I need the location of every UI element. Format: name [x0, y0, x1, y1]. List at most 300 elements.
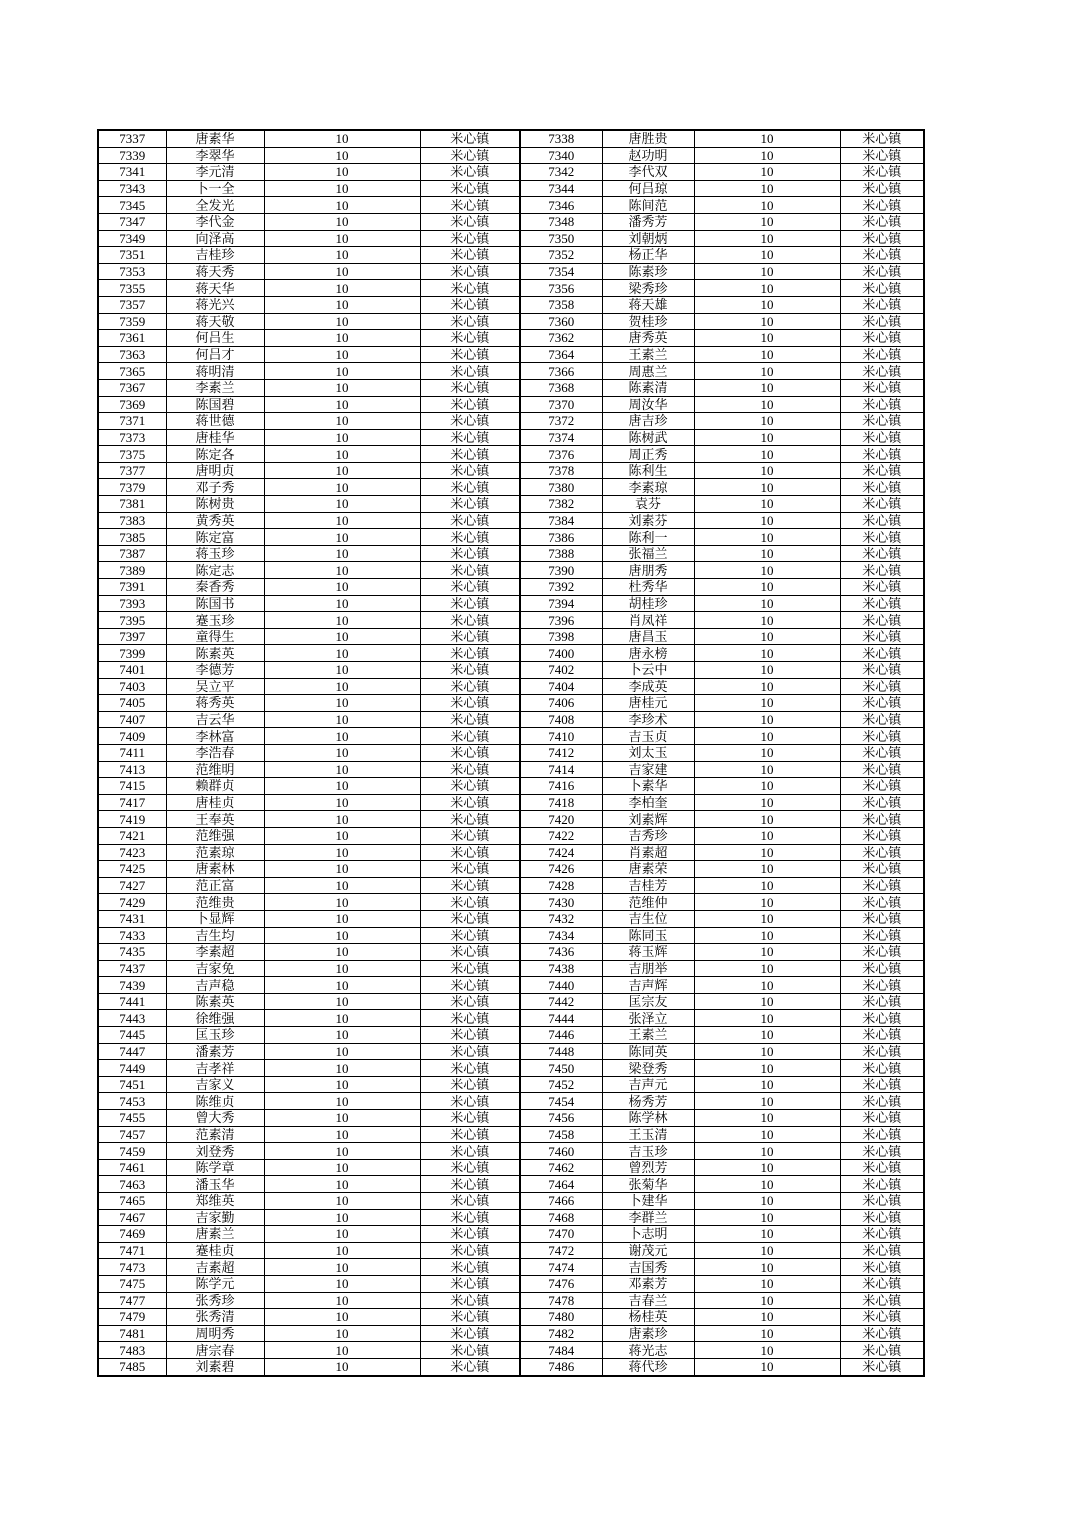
name-cell: 童得生 [166, 628, 264, 645]
name-cell: 吉家免 [166, 960, 264, 977]
row-number-cell: 7482 [520, 1325, 602, 1342]
amount-cell: 10 [694, 612, 840, 629]
town-cell: 米心镇 [840, 877, 924, 894]
name-cell: 唐明贞 [166, 462, 264, 479]
name-cell: 唐昌玉 [602, 628, 694, 645]
town-cell: 米心镇 [840, 894, 924, 911]
amount-cell: 10 [694, 147, 840, 164]
town-cell: 米心镇 [840, 1110, 924, 1127]
amount-cell: 10 [694, 1226, 840, 1243]
name-cell: 杨桂英 [602, 1309, 694, 1326]
amount-cell: 10 [264, 1342, 420, 1359]
town-cell: 米心镇 [840, 1010, 924, 1027]
table-row [98, 247, 924, 264]
amount-cell: 10 [694, 446, 840, 463]
table-row [98, 562, 924, 579]
town-cell: 米心镇 [420, 1226, 520, 1243]
town-cell: 米心镇 [420, 894, 520, 911]
town-cell: 米心镇 [420, 479, 520, 496]
table-row [98, 977, 924, 994]
row-number-cell: 7414 [520, 761, 602, 778]
town-cell: 米心镇 [420, 861, 520, 878]
amount-cell: 10 [694, 728, 840, 745]
row-number-cell: 7356 [520, 280, 602, 297]
name-cell: 杨正华 [602, 247, 694, 264]
row-number-cell: 7462 [520, 1159, 602, 1176]
town-cell: 米心镇 [420, 778, 520, 795]
row-number-cell: 7426 [520, 861, 602, 878]
name-cell: 陈国书 [166, 595, 264, 612]
name-cell: 蒋光兴 [166, 296, 264, 313]
town-cell: 米心镇 [840, 744, 924, 761]
table-row [98, 296, 924, 313]
town-cell: 米心镇 [420, 977, 520, 994]
amount-cell: 10 [264, 562, 420, 579]
amount-cell: 10 [264, 545, 420, 562]
town-cell: 米心镇 [420, 1093, 520, 1110]
table-row [98, 197, 924, 214]
amount-cell: 10 [694, 1358, 840, 1375]
row-number-cell: 7360 [520, 313, 602, 330]
amount-cell: 10 [694, 1242, 840, 1259]
row-number-cell: 7391 [98, 579, 166, 596]
table-row [98, 396, 924, 413]
town-cell: 米心镇 [420, 944, 520, 961]
amount-cell: 10 [264, 230, 420, 247]
table-row [98, 147, 924, 164]
table-row [98, 213, 924, 230]
row-number-cell: 7469 [98, 1226, 166, 1243]
town-cell: 米心镇 [840, 1143, 924, 1160]
amount-cell: 10 [694, 197, 840, 214]
amount-cell: 10 [264, 678, 420, 695]
row-number-cell: 7402 [520, 662, 602, 679]
town-cell: 米心镇 [840, 330, 924, 347]
town-cell: 米心镇 [420, 1309, 520, 1326]
town-cell: 米心镇 [420, 1143, 520, 1160]
name-cell: 刘朝炳 [602, 230, 694, 247]
name-cell: 刘素芬 [602, 512, 694, 529]
row-number-cell: 7456 [520, 1110, 602, 1127]
town-cell: 米心镇 [840, 1126, 924, 1143]
row-number-cell: 7419 [98, 811, 166, 828]
amount-cell: 10 [264, 1226, 420, 1243]
row-number-cell: 7352 [520, 247, 602, 264]
name-cell: 刘素辉 [602, 811, 694, 828]
amount-cell: 10 [264, 130, 420, 147]
town-cell: 米心镇 [420, 1110, 520, 1127]
name-cell: 王素兰 [602, 346, 694, 363]
name-cell: 何吕生 [166, 330, 264, 347]
row-number-cell: 7433 [98, 927, 166, 944]
town-cell: 米心镇 [420, 1076, 520, 1093]
town-cell: 米心镇 [840, 296, 924, 313]
amount-cell: 10 [694, 744, 840, 761]
town-cell: 米心镇 [840, 363, 924, 380]
amount-cell: 10 [264, 1093, 420, 1110]
amount-cell: 10 [264, 1159, 420, 1176]
row-number-cell: 7401 [98, 662, 166, 679]
table-row [98, 827, 924, 844]
row-number-cell: 7475 [98, 1275, 166, 1292]
name-cell: 蒋秀英 [166, 695, 264, 712]
name-cell: 刘太玉 [602, 744, 694, 761]
amount-cell: 10 [264, 645, 420, 662]
name-cell: 徐维强 [166, 1010, 264, 1027]
name-cell: 赵功明 [602, 147, 694, 164]
amount-cell: 10 [264, 1325, 420, 1342]
amount-cell: 10 [264, 662, 420, 679]
town-cell: 米心镇 [840, 910, 924, 927]
table-row [98, 678, 924, 695]
name-cell: 陈素清 [602, 379, 694, 396]
row-number-cell: 7389 [98, 562, 166, 579]
amount-cell: 10 [264, 1292, 420, 1309]
row-number-cell: 7466 [520, 1193, 602, 1210]
amount-cell: 10 [694, 1027, 840, 1044]
town-cell: 米心镇 [840, 197, 924, 214]
amount-cell: 10 [264, 1043, 420, 1060]
table-row [98, 462, 924, 479]
amount-cell: 10 [264, 1259, 420, 1276]
amount-cell: 10 [264, 396, 420, 413]
table-row [98, 1209, 924, 1226]
amount-cell: 10 [264, 462, 420, 479]
name-cell: 赖群贞 [166, 778, 264, 795]
row-number-cell: 7457 [98, 1126, 166, 1143]
table-row [98, 164, 924, 181]
amount-cell: 10 [694, 1143, 840, 1160]
table-row [98, 429, 924, 446]
town-cell: 米心镇 [840, 479, 924, 496]
amount-cell: 10 [264, 744, 420, 761]
name-cell: 范正富 [166, 877, 264, 894]
row-number-cell: 7415 [98, 778, 166, 795]
row-number-cell: 7418 [520, 794, 602, 811]
row-number-cell: 7435 [98, 944, 166, 961]
name-cell: 刘素碧 [166, 1358, 264, 1375]
table-row [98, 1226, 924, 1243]
amount-cell: 10 [264, 296, 420, 313]
name-cell: 蒋天华 [166, 280, 264, 297]
amount-cell: 10 [264, 927, 420, 944]
name-cell: 王玉清 [602, 1126, 694, 1143]
name-cell: 贺桂珍 [602, 313, 694, 330]
row-number-cell: 7376 [520, 446, 602, 463]
table-row [98, 1275, 924, 1292]
amount-cell: 10 [694, 993, 840, 1010]
name-cell: 何吕才 [166, 346, 264, 363]
name-cell: 匡宗友 [602, 993, 694, 1010]
town-cell: 米心镇 [420, 579, 520, 596]
amount-cell: 10 [264, 1143, 420, 1160]
amount-cell: 10 [264, 728, 420, 745]
row-number-cell: 7382 [520, 496, 602, 513]
amount-cell: 10 [694, 1325, 840, 1342]
amount-cell: 10 [694, 1060, 840, 1077]
town-cell: 米心镇 [420, 1325, 520, 1342]
amount-cell: 10 [694, 230, 840, 247]
row-number-cell: 7468 [520, 1209, 602, 1226]
amount-cell: 10 [264, 512, 420, 529]
table-row [98, 1076, 924, 1093]
row-number-cell: 7394 [520, 595, 602, 612]
row-number-cell: 7377 [98, 462, 166, 479]
amount-cell: 10 [694, 794, 840, 811]
name-cell: 梁秀珍 [602, 280, 694, 297]
amount-cell: 10 [694, 363, 840, 380]
name-cell: 李成英 [602, 678, 694, 695]
name-cell: 陈学林 [602, 1110, 694, 1127]
table-row [98, 1060, 924, 1077]
row-number-cell: 7368 [520, 379, 602, 396]
name-cell: 曾烈芳 [602, 1159, 694, 1176]
amount-cell: 10 [694, 761, 840, 778]
name-cell: 李群兰 [602, 1209, 694, 1226]
amount-cell: 10 [264, 711, 420, 728]
row-number-cell: 7397 [98, 628, 166, 645]
name-cell: 蒋光志 [602, 1342, 694, 1359]
town-cell: 米心镇 [420, 927, 520, 944]
amount-cell: 10 [694, 1342, 840, 1359]
row-number-cell: 7361 [98, 330, 166, 347]
amount-cell: 10 [264, 429, 420, 446]
town-cell: 米心镇 [420, 744, 520, 761]
name-cell: 秦香秀 [166, 579, 264, 596]
amount-cell: 10 [694, 1043, 840, 1060]
amount-cell: 10 [694, 1076, 840, 1093]
row-number-cell: 7392 [520, 579, 602, 596]
amount-cell: 10 [694, 877, 840, 894]
table-row [98, 1325, 924, 1342]
row-number-cell: 7425 [98, 861, 166, 878]
amount-cell: 10 [694, 1159, 840, 1176]
amount-cell: 10 [264, 180, 420, 197]
name-cell: 陈利一 [602, 529, 694, 546]
amount-cell: 10 [264, 1242, 420, 1259]
name-cell: 李元清 [166, 164, 264, 181]
name-cell: 李代金 [166, 213, 264, 230]
town-cell: 米心镇 [420, 164, 520, 181]
town-cell: 米心镇 [420, 363, 520, 380]
table-row [98, 728, 924, 745]
table-row [98, 1358, 924, 1375]
amount-cell: 10 [264, 910, 420, 927]
name-cell: 陈树武 [602, 429, 694, 446]
name-cell: 肖凤祥 [602, 612, 694, 629]
row-number-cell: 7450 [520, 1060, 602, 1077]
name-cell: 周汝华 [602, 396, 694, 413]
amount-cell: 10 [694, 977, 840, 994]
town-cell: 米心镇 [840, 977, 924, 994]
name-cell: 张泽立 [602, 1010, 694, 1027]
amount-cell: 10 [694, 247, 840, 264]
amount-cell: 10 [264, 413, 420, 430]
row-number-cell: 7390 [520, 562, 602, 579]
name-cell: 吉生均 [166, 927, 264, 944]
row-number-cell: 7404 [520, 678, 602, 695]
town-cell: 米心镇 [840, 612, 924, 629]
table-row [98, 861, 924, 878]
town-cell: 米心镇 [420, 413, 520, 430]
row-number-cell: 7396 [520, 612, 602, 629]
table-row [98, 711, 924, 728]
table-row [98, 1242, 924, 1259]
amount-cell: 10 [694, 429, 840, 446]
town-cell: 米心镇 [840, 263, 924, 280]
amount-cell: 10 [694, 346, 840, 363]
amount-cell: 10 [694, 379, 840, 396]
amount-cell: 10 [694, 1093, 840, 1110]
name-cell: 唐秀英 [602, 330, 694, 347]
name-cell: 李素超 [166, 944, 264, 961]
table-row [98, 811, 924, 828]
row-number-cell: 7430 [520, 894, 602, 911]
amount-cell: 10 [264, 247, 420, 264]
row-number-cell: 7460 [520, 1143, 602, 1160]
town-cell: 米心镇 [420, 1259, 520, 1276]
row-number-cell: 7461 [98, 1159, 166, 1176]
amount-cell: 10 [694, 496, 840, 513]
town-cell: 米心镇 [840, 861, 924, 878]
name-cell: 陈国碧 [166, 396, 264, 413]
town-cell: 米心镇 [840, 230, 924, 247]
name-cell: 全发光 [166, 197, 264, 214]
row-number-cell: 7362 [520, 330, 602, 347]
row-number-cell: 7395 [98, 612, 166, 629]
name-cell: 吉生位 [602, 910, 694, 927]
row-number-cell: 7417 [98, 794, 166, 811]
town-cell: 米心镇 [420, 1159, 520, 1176]
town-cell: 米心镇 [840, 396, 924, 413]
town-cell: 米心镇 [840, 1159, 924, 1176]
row-number-cell: 7380 [520, 479, 602, 496]
table-row [98, 579, 924, 596]
row-number-cell: 7359 [98, 313, 166, 330]
amount-cell: 10 [694, 1193, 840, 1210]
town-cell: 米心镇 [840, 164, 924, 181]
name-cell: 杜秀华 [602, 579, 694, 596]
row-number-cell: 7447 [98, 1043, 166, 1060]
town-cell: 米心镇 [420, 429, 520, 446]
name-cell: 吉春兰 [602, 1292, 694, 1309]
row-number-cell: 7420 [520, 811, 602, 828]
town-cell: 米心镇 [420, 296, 520, 313]
town-cell: 米心镇 [840, 1076, 924, 1093]
name-cell: 范维仲 [602, 894, 694, 911]
name-cell: 谢茂元 [602, 1242, 694, 1259]
name-cell: 梁登秀 [602, 1060, 694, 1077]
row-number-cell: 7354 [520, 263, 602, 280]
row-number-cell: 7452 [520, 1076, 602, 1093]
row-number-cell: 7400 [520, 645, 602, 662]
name-cell: 唐桂贞 [166, 794, 264, 811]
town-cell: 米心镇 [420, 910, 520, 927]
row-number-cell: 7411 [98, 744, 166, 761]
name-cell: 吉素超 [166, 1259, 264, 1276]
table-row [98, 1093, 924, 1110]
row-number-cell: 7459 [98, 1143, 166, 1160]
amount-cell: 10 [694, 296, 840, 313]
row-number-cell: 7440 [520, 977, 602, 994]
town-cell: 米心镇 [840, 429, 924, 446]
town-cell: 米心镇 [840, 379, 924, 396]
town-cell: 米心镇 [840, 346, 924, 363]
town-cell: 米心镇 [420, 728, 520, 745]
amount-cell: 10 [694, 1275, 840, 1292]
town-cell: 米心镇 [420, 761, 520, 778]
row-number-cell: 7429 [98, 894, 166, 911]
table-row [98, 612, 924, 629]
amount-cell: 10 [694, 894, 840, 911]
name-cell: 郑维英 [166, 1193, 264, 1210]
row-number-cell: 7407 [98, 711, 166, 728]
row-number-cell: 7339 [98, 147, 166, 164]
name-cell: 陈素珍 [602, 263, 694, 280]
name-cell: 卜一全 [166, 180, 264, 197]
row-number-cell: 7486 [520, 1358, 602, 1375]
table-row [98, 960, 924, 977]
town-cell: 米心镇 [420, 462, 520, 479]
row-number-cell: 7434 [520, 927, 602, 944]
town-cell: 米心镇 [420, 263, 520, 280]
town-cell: 米心镇 [420, 1242, 520, 1259]
town-cell: 米心镇 [420, 645, 520, 662]
name-cell: 唐桂华 [166, 429, 264, 446]
town-cell: 米心镇 [840, 1242, 924, 1259]
table-row [98, 130, 924, 147]
row-number-cell: 7465 [98, 1193, 166, 1210]
row-number-cell: 7437 [98, 960, 166, 977]
table-row [98, 1027, 924, 1044]
town-cell: 米心镇 [420, 811, 520, 828]
town-cell: 米心镇 [840, 960, 924, 977]
town-cell: 米心镇 [840, 827, 924, 844]
name-cell: 范素清 [166, 1126, 264, 1143]
town-cell: 米心镇 [840, 1325, 924, 1342]
name-cell: 刘登秀 [166, 1143, 264, 1160]
town-cell: 米心镇 [840, 1093, 924, 1110]
name-cell: 卜云中 [602, 662, 694, 679]
amount-cell: 10 [264, 1275, 420, 1292]
row-number-cell: 7388 [520, 545, 602, 562]
name-cell: 唐桂元 [602, 695, 694, 712]
name-cell: 潘玉华 [166, 1176, 264, 1193]
amount-cell: 10 [264, 280, 420, 297]
name-cell: 周正秀 [602, 446, 694, 463]
amount-cell: 10 [694, 180, 840, 197]
amount-cell: 10 [694, 844, 840, 861]
name-cell: 吉国秀 [602, 1259, 694, 1276]
town-cell: 米心镇 [420, 130, 520, 147]
name-cell: 杨秀芳 [602, 1093, 694, 1110]
name-cell: 吉家建 [602, 761, 694, 778]
name-cell: 卜建华 [602, 1193, 694, 1210]
amount-cell: 10 [264, 612, 420, 629]
town-cell: 米心镇 [840, 1309, 924, 1326]
amount-cell: 10 [264, 1176, 420, 1193]
town-cell: 米心镇 [840, 213, 924, 230]
town-cell: 米心镇 [840, 1275, 924, 1292]
name-cell: 蒋玉辉 [602, 944, 694, 961]
amount-cell: 10 [264, 313, 420, 330]
name-cell: 陈学元 [166, 1275, 264, 1292]
name-cell: 吉云华 [166, 711, 264, 728]
town-cell: 米心镇 [420, 877, 520, 894]
row-number-cell: 7375 [98, 446, 166, 463]
amount-cell: 10 [694, 330, 840, 347]
town-cell: 米心镇 [420, 346, 520, 363]
